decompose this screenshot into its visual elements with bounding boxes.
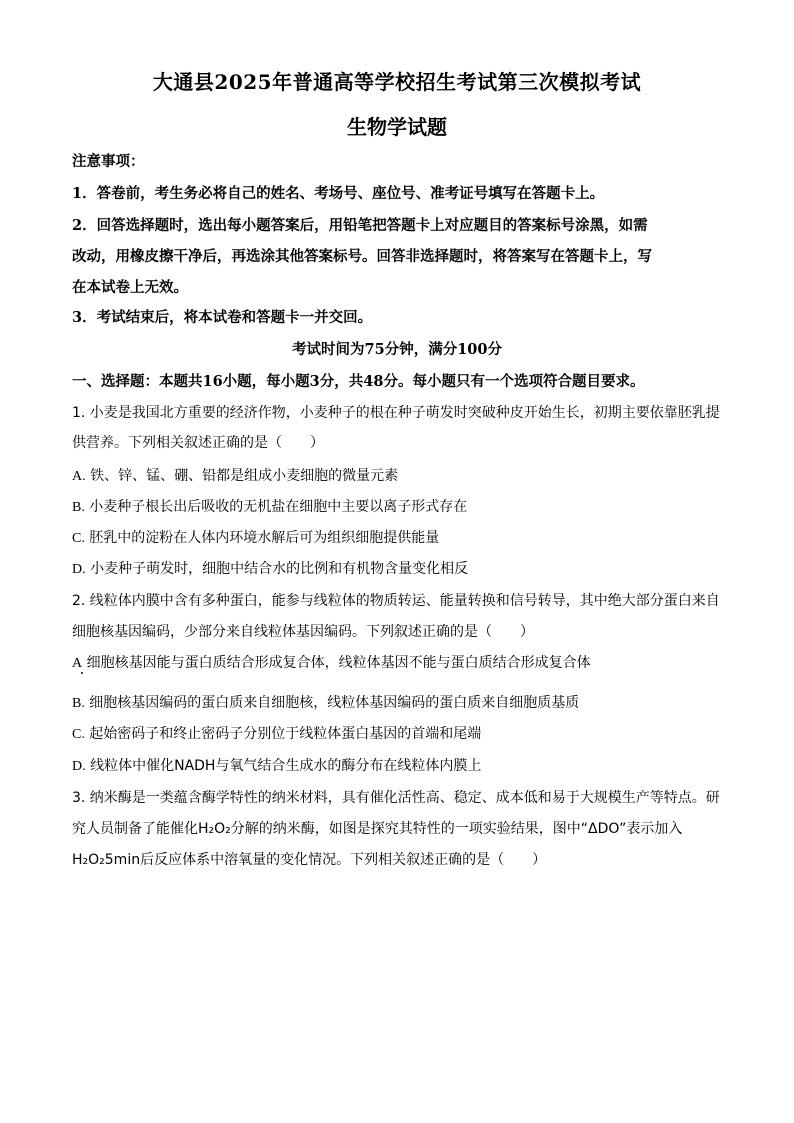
option-label: D. xyxy=(72,562,86,577)
option-label: D. xyxy=(72,759,86,774)
option-label: C. xyxy=(72,531,85,546)
note-line-2: 2．回答选择题时，选出每小题答案后，用铅笔把答题卡上对应题目的答案标号涂黑，如需 xyxy=(72,217,648,234)
note-line-3: 3．考试结束后，将本试卷和答题卡一并交回。 xyxy=(72,309,373,326)
section-heading: 一、选择题：本题共16小题，每小题3分，共48分。每小题只有一个选项符合题目要求。 xyxy=(72,373,645,390)
option-label: A xyxy=(72,656,83,671)
stray-dot xyxy=(81,672,83,674)
question-2-option-c xyxy=(72,723,481,743)
question-1-option-c xyxy=(72,527,439,547)
option-text: 胚乳中的淀粉在人体内环境水解后可为组织细胞提供能量 xyxy=(89,530,440,546)
notes-heading: 注意事项： xyxy=(72,153,145,170)
option-text: 铁、锌、锰、硼、铅都是组成小麦细胞的微量元素 xyxy=(90,468,399,484)
question-2-option-a xyxy=(72,652,591,672)
question-2-stem-line-1: 2. 线粒体内膜中含有多种蛋白，能参与线粒体的物质转运、能量转换和信号转导，其中绝大部分蛋白来自 xyxy=(72,593,720,609)
option-label: B. xyxy=(72,696,85,711)
note-line-2-end: 在本试卷上无效。 xyxy=(72,279,188,296)
option-text: 细胞核基因编码的蛋白质来自细胞核，线粒体基因编码的蛋白质来自细胞质基质 xyxy=(89,695,580,711)
question-1-option-a xyxy=(72,465,398,485)
option-label: B. xyxy=(72,500,85,515)
option-text: 线粒体中催化NADH与氧气结合生成水的酶分布在线粒体内膜上 xyxy=(90,758,482,774)
option-text: 小麦种子根长出后吸收的无机盐在细胞中主要以离子形式存在 xyxy=(89,499,468,515)
option-text: 小麦种子萌发时，细胞中结合水的比例和有机物含量变化相反 xyxy=(90,561,469,577)
question-2-option-d xyxy=(72,755,481,775)
subject-title: 生物学试题 xyxy=(347,115,447,139)
option-label: C. xyxy=(72,727,85,742)
question-1-stem-line-1: 1. 小麦是我国北方重要的经济作物，小麦种子的根在种子萌发时突破种皮开始生长，初期主要依靠胚乳提 xyxy=(72,405,720,421)
question-3-stem-line-3: H₂O₂5min后反应体系中溶氧量的变化情况。下列相关叙述正确的是（ ） xyxy=(72,852,547,868)
option-label: A. xyxy=(72,469,86,484)
question-1-option-d xyxy=(72,558,468,578)
question-3-stem-line-1: 3. 纳米酶是一类蕴含酶学特性的纳米材料，具有催化活性高、稳定、成本低和易于大规模生产等特点。研 xyxy=(72,790,720,806)
question-1-stem-line-2: 供营养。下列相关叙述正确的是（ ） xyxy=(72,435,324,451)
option-text: 细胞核基因能与蛋白质结合形成复合体，线粒体基因不能与蛋白质结合形成复合体 xyxy=(86,655,591,671)
question-3-stem-line-2: 究人员制备了能催化H₂O₂分解的纳米酶，如图是探究其特性的一项实验结果，图中“ΔDO”表示加入 xyxy=(72,821,683,837)
question-2-option-b xyxy=(72,692,579,712)
question-1-option-b xyxy=(72,496,467,516)
exam-time: 考试时间为75分钟，满分100分 xyxy=(292,341,502,358)
note-line-2-cont: 改动，用橡皮擦干净后，再选涂其他答案标号。回答非选择题时，将答案写在答题卡上，写 xyxy=(72,248,652,265)
exam-title: 大通县2025年普通高等学校招生考试第三次模拟考试 xyxy=(152,70,642,94)
question-2-stem-line-2: 细胞核基因编码，少部分来自线粒体基因编码。下列叙述正确的是（ ） xyxy=(72,624,534,640)
option-text: 起始密码子和终止密码子分别位于线粒体蛋白基因的首端和尾端 xyxy=(89,726,482,742)
note-line-1: 1．答卷前，考生务必将自己的姓名、考场号、座位号、准考证号填写在答题卡上。 xyxy=(72,185,605,202)
